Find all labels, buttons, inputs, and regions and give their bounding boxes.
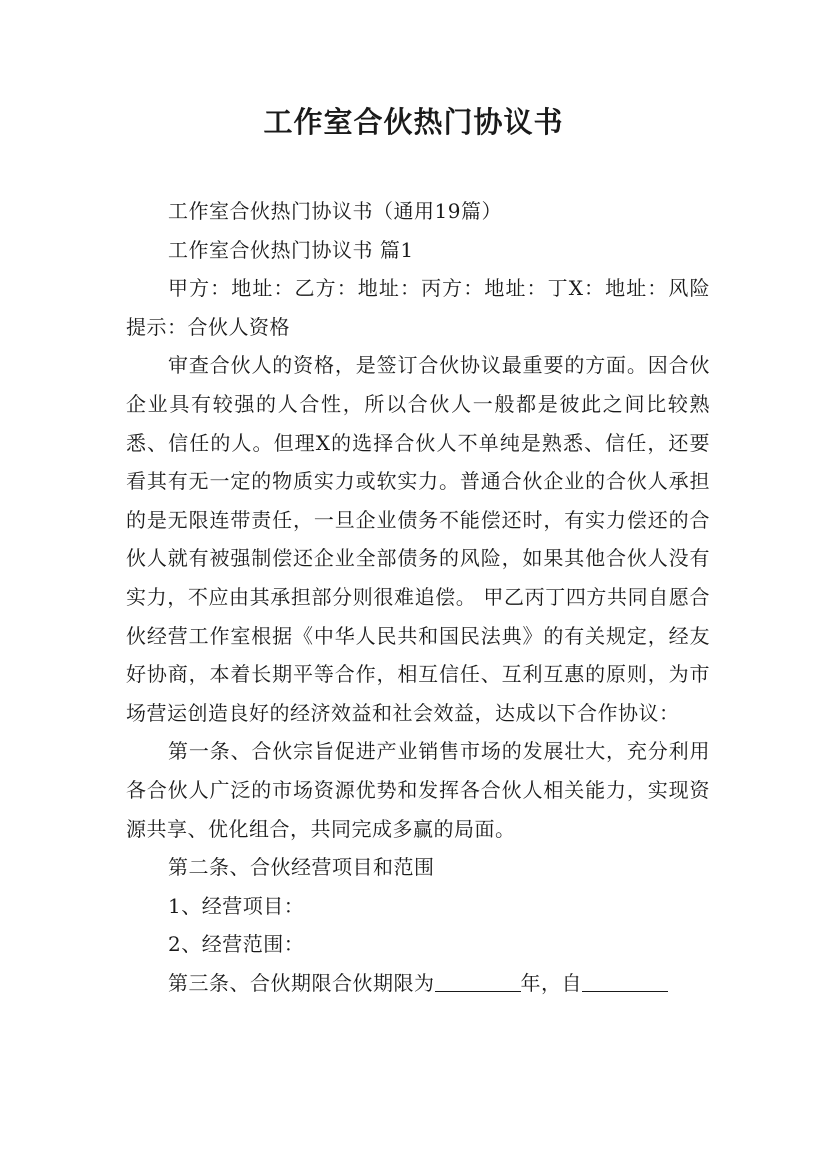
blank-start-date	[582, 990, 668, 992]
paragraph-section-heading: 工作室合伙热门协议书 篇1	[168, 237, 414, 262]
article-3-text-start: 第三条、合伙期限合伙期限为	[168, 970, 435, 995]
article-3-text-mid: 年，自	[520, 970, 582, 995]
paragraph-business-items: 1、经营项目：	[168, 893, 305, 918]
paragraph-article-3	[126, 964, 710, 1003]
paragraph-subtitle: 工作室合伙热门协议书（通用19篇）	[168, 199, 502, 223]
paragraph-parties: 甲方：地址：乙方：地址：丙方：地址：丁X：地址：风险提示：合伙人资格	[126, 276, 710, 339]
document-title: 工作室合伙热门协议书	[263, 105, 564, 139]
paragraph-business-scope: 2、经营范围：	[168, 932, 305, 957]
document-body	[126, 192, 710, 1002]
blank-years	[435, 990, 521, 992]
paragraph-article-1: 第一条、合伙宗旨促进产业销售市场的发展壮大，充分利用各合伙人广泛的市场资源优势和发挥各合伙人相关能力，实现资源共享、优化组合，共同完成多赢的局面。	[126, 739, 710, 841]
paragraph-qualification: 审查合伙人的资格，是签订合伙协议最重要的方面。因合伙企业具有较强的人合性，所以合伙人一般都是彼此之间比较熟悉、信任的人。但理X的选择合伙人不单纯是熟悉、信任，还要看其有无一定的物质实力或软实力。普通合伙企业的合伙人承担的是无限连带责任，一旦企业债务不能偿还时，有实力偿还的合伙人就有被强制偿还企业全部债务的风险，如果其他合伙人没有实力，不应由其承担部分则很难追偿。 甲乙丙丁四方共同自愿合伙经营工作室根据《中华人民共和国民法典》的有关规定，经友好协商，本着长期平等合作，相互信任、互利互惠的原则，为市场营运创造良好的经济效益和社会效益，达成以下合作协议：	[126, 353, 710, 725]
paragraph-article-2: 第二条、合伙经营项目和范围	[168, 855, 435, 880]
